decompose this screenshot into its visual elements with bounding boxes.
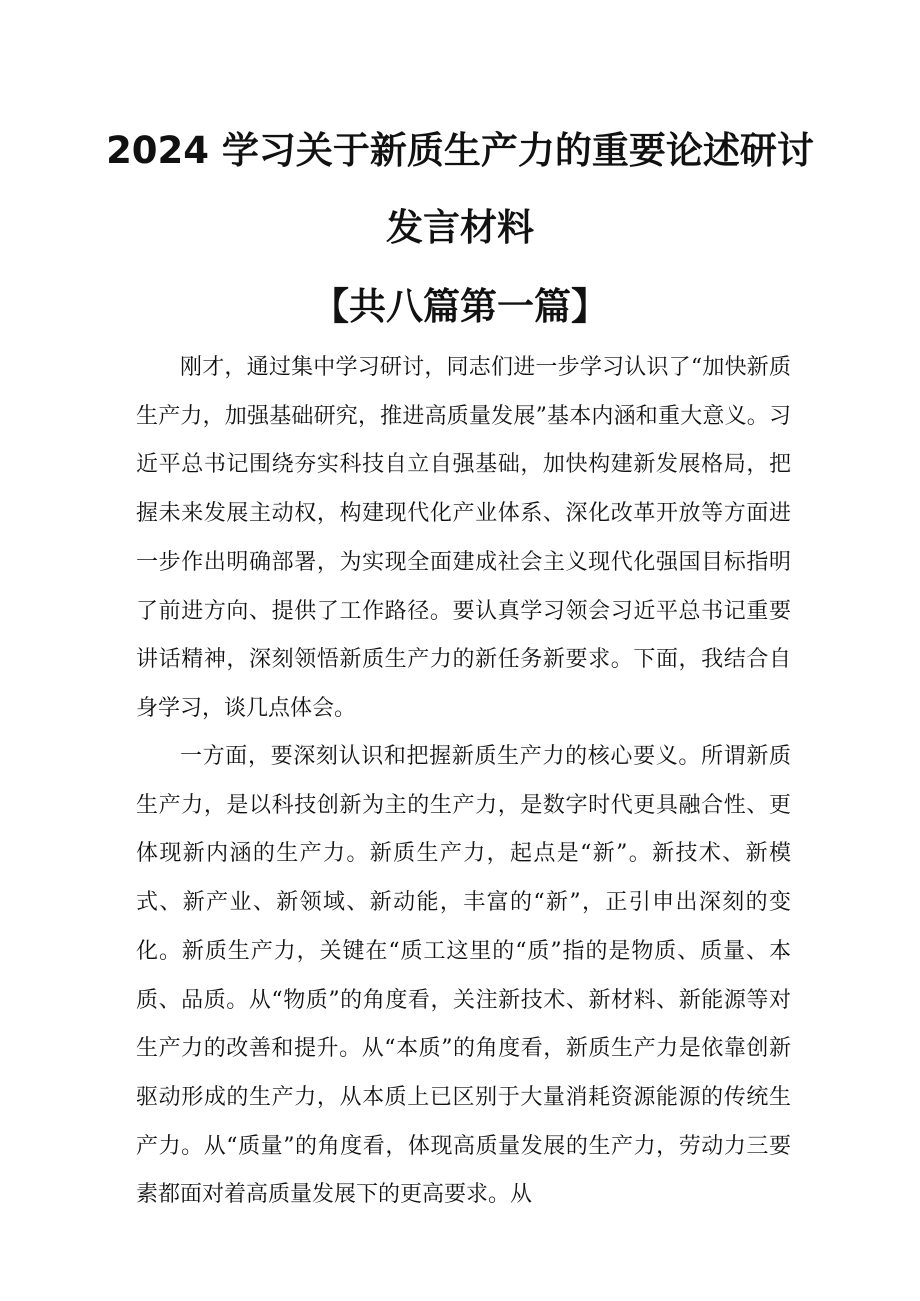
document-title-line-1: 2024 学习关于新质生产力的重要论述研讨	[106, 129, 814, 172]
body-paragraph-2: 一方面，要深刻认识和把握新质生产力的核心要义。所谓新质生产力，是以科技创新为主的生产力，是数字时代更具融合性、更体现新内涵的生产力。新质生产力，起点是“新”。新技术、新模式、新产业、新领域、新动能，丰富的“新”，正引申出深刻的变化。新质生产力，关键在“质工这里的“质”指的是物质、质量、本质、品质。从“物质”的角度看，关注新技术、新材料、新能源等对生产力的改善和提升。从“本质”的角度看，新质生产力是依靠创新驱动形成的生产力，从本质上已区别于大量消耗资源能源的传统生产力。从“质量”的角度看，体现高质量发展的生产力，劳动力三要素都面对着高质量发展下的更高要求。从	[136, 744, 791, 1208]
document-title-line-2: 发言材料	[386, 206, 534, 249]
document-subtitle: 【共八篇第一篇】	[312, 285, 608, 328]
body-paragraph-1: 刚才，通过集中学习研讨，同志们进一步学习认识了“加快新质生产力，加强基础研究，推进高质量发展”基本内涵和重大意义。习近平总书记围绕夯实科技自立自强基础，加快构建新发展格局，把握未来发展主动权，构建现代化产业体系、深化改革开放等方面进一步作出明确部署，为实现全面建成社会主义现代化强国目标指明了前进方向、提供了工作路径。要认真学习领会习近平总书记重要讲话精神，深刻领悟新质生产力的新任务新要求。下面，我结合自身学习，谈几点体会。	[136, 355, 791, 721]
